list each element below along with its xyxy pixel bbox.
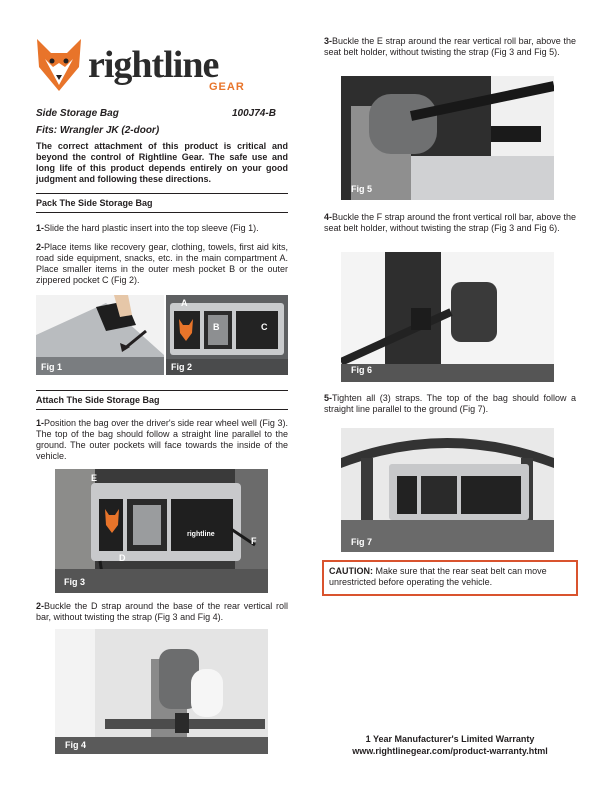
figure-7-label: Fig 7	[351, 537, 373, 547]
strap-label-f: F	[251, 536, 257, 546]
figure-7-photo	[341, 428, 554, 552]
attach-step-2	[36, 601, 288, 623]
step-number: 1-	[36, 223, 45, 233]
figure-3-photo	[55, 469, 268, 593]
product-fits: Fits: Wrangler JK (2-door)	[36, 125, 160, 136]
pocket-label-b: B	[213, 322, 220, 332]
attach-step-1	[36, 418, 288, 462]
caution-label: CAUTION:	[329, 566, 373, 576]
step-number: 2-	[36, 601, 45, 611]
pack-step-1	[36, 223, 288, 234]
product-name: Side Storage Bag	[36, 108, 119, 119]
figure-2-label: Fig 2	[171, 362, 193, 372]
fox-head-icon	[33, 37, 85, 93]
pocket-label-c: C	[261, 322, 268, 332]
warranty-info	[316, 733, 584, 757]
step-text: Buckle the F strap around the front vertical roll bar, above the seat belt holder, without twisting the strap (Fig 3 and Fig 6).	[324, 212, 576, 233]
divider	[36, 212, 288, 213]
step-number: 2-	[36, 242, 45, 252]
pack-step-2	[36, 242, 288, 286]
logo-gear-text: GEAR	[209, 81, 245, 93]
attach-step-4	[324, 212, 576, 234]
figure-6-label: Fig 6	[351, 365, 373, 375]
caution-box	[322, 560, 578, 596]
figure-5-label: Fig 5	[351, 184, 373, 194]
warranty-title: 1 Year Manufacturer's Limited Warranty	[365, 734, 535, 744]
pocket-label-a: A	[181, 298, 188, 308]
safety-warning: The correct attachment of this product is critical and beyond the control of Rightline Gear. The safe use and long life of this product depends entirely on your good judgment and following these directions.	[36, 141, 288, 184]
warranty-url: www.rightlinegear.com/product-warranty.html	[352, 746, 548, 756]
section-heading-pack: Pack The Side Storage Bag	[36, 198, 153, 208]
attach-step-5	[324, 393, 576, 415]
figure-3-label: Fig 3	[64, 577, 86, 587]
divider	[36, 390, 288, 391]
divider	[36, 409, 288, 410]
step-number: 1-	[36, 418, 45, 428]
step-text: Tighten all (3) straps. The top of the bag should follow a straight line parallel to the ground (Fig 7).	[324, 393, 576, 414]
step-number: 3-	[324, 36, 333, 46]
figure-4-photo	[55, 629, 268, 754]
section-heading-attach: Attach The Side Storage Bag	[36, 395, 160, 405]
bag-brand-text: rightline	[187, 531, 215, 538]
figure-4-label: Fig 4	[65, 740, 87, 750]
step-text: Buckle the D strap around the base of the rear vertical roll bar, without twisting the strap (Fig 3 and Fig 4).	[36, 601, 288, 622]
strap-label-d: D	[119, 553, 126, 563]
figure-1-label: Fig 1	[41, 362, 63, 372]
logo-wordmark: rightline	[88, 44, 219, 86]
strap-label-e: E	[91, 473, 98, 483]
figure-2-photo	[166, 295, 288, 375]
figure-5-photo	[341, 76, 554, 200]
divider	[36, 193, 288, 194]
figure-6-photo	[341, 252, 554, 382]
step-text: Buckle the E strap around the rear vertical roll bar, above the seat belt holder, without twisting the strap (Fig 3 and Fig 5).	[324, 36, 576, 57]
step-text: Place items like recovery gear, clothing, towels, first aid kits, road side equipment, snacks, etc. in the main compartment A. Place smaller items in the outer mesh pocket B or the outer zippered pocket C (Fig 2).	[36, 242, 288, 285]
step-number: 5-	[324, 393, 333, 403]
caution-text: Make sure that the rear seat belt can move unrestricted before operating the vehicle.	[329, 566, 547, 587]
brand-logo	[33, 37, 243, 97]
figure-1-photo	[36, 295, 164, 375]
step-number: 4-	[324, 212, 333, 222]
attach-step-3	[324, 36, 576, 58]
step-text: Position the bag over the driver's side rear wheel well (Fig 3). The top of the bag should follow a straight line parallel to the ground. The outer pockets will face towards the inside of the vehicle.	[36, 418, 288, 461]
step-text: Slide the hard plastic insert into the top sleeve (Fig 1).	[44, 223, 259, 233]
product-code: 100J74-B	[232, 108, 276, 119]
